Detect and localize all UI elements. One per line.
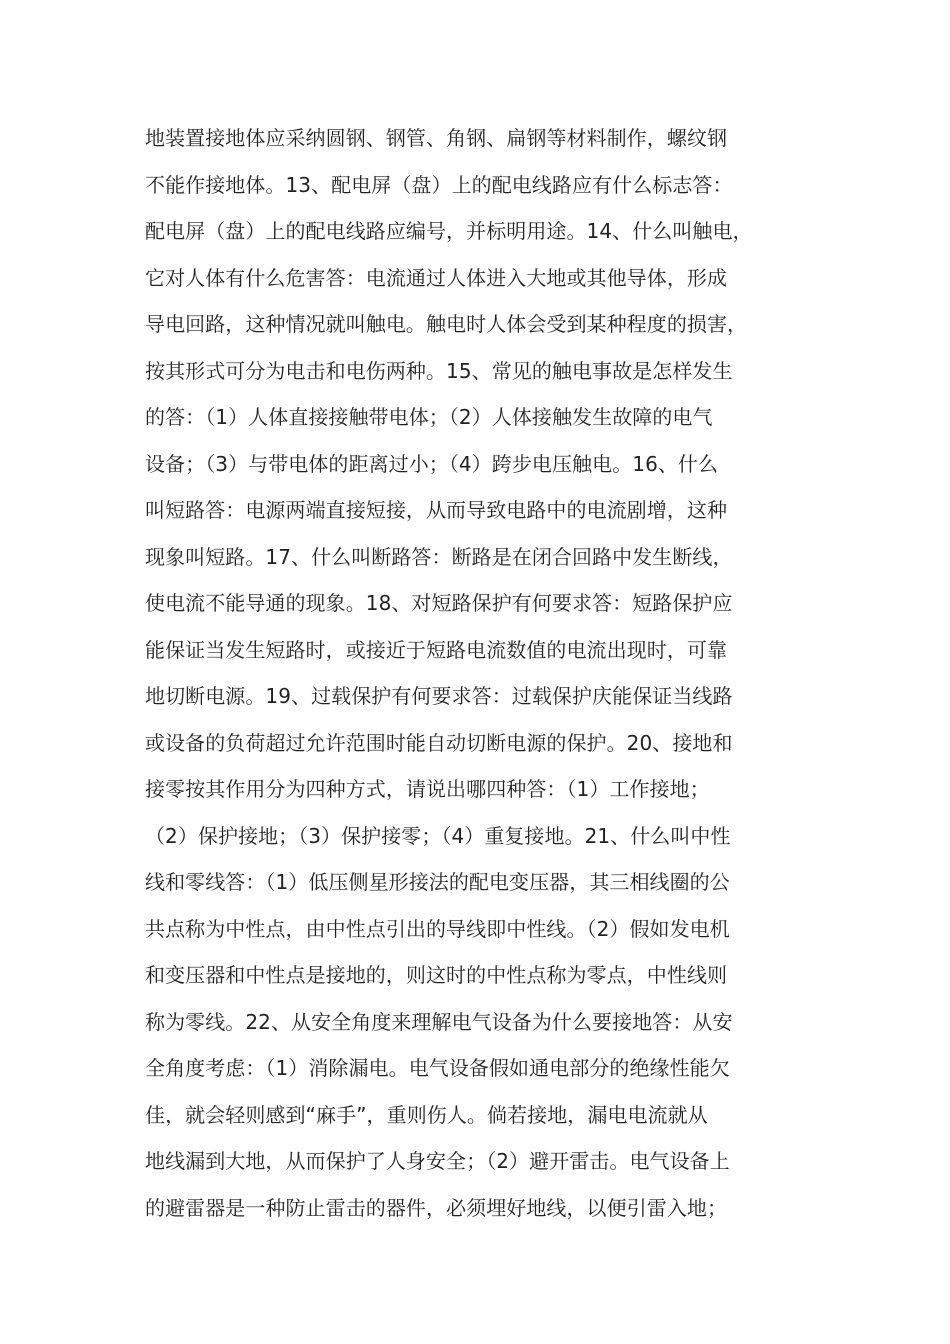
text-line: 按其形式可分为电击和电伤两种。15、常见的触电事故是怎样发生 bbox=[145, 358, 733, 383]
text-line: 它对人体有什么危害答：电流通过人体进入大地或其他导体，形成 bbox=[145, 265, 728, 290]
text-line: 配电屏（盘）上的配电线路应编号，并标明用途。14、什么叫触电， bbox=[145, 219, 753, 243]
text-line: 导电回路，这种情况就叫触电。触电时人体会受到某种程度的损害， bbox=[145, 312, 748, 336]
text-line: 地装置接地体应采纳圆钢、钢管、角钢、扁钢等材料制作，螺纹钢 bbox=[145, 126, 728, 150]
text-line: 地切断电源。19、过载保护有何要求答：过载保护庆能保证当线路 bbox=[145, 684, 733, 708]
text-line: （2）保护接地；（3）保护接零；（4）重复接地。21、什么叫中性 bbox=[145, 823, 731, 848]
text-line: 能保证当发生短路时，或接近于短路电流数值的电流出现时，可靠 bbox=[145, 637, 728, 662]
text-line: 或设备的负荷超过允许范围时能自动切断电源的保护。20、接地和 bbox=[145, 730, 733, 755]
text-line: 现象叫短路。17、什么叫断路答：断路是在闭合回路中发生断线， bbox=[145, 544, 733, 569]
text-line: 叫短路答：电源两端直接短接，从而导致电路中的电流剧增，这种 bbox=[145, 498, 728, 522]
text-line: 使电流不能导通的现象。18、对短路保护有何要求答：短路保护应 bbox=[145, 591, 733, 615]
text-line: 全角度考虑：（1）消除漏电。电气设备假如通电部分的绝缘性能欠 bbox=[145, 1056, 730, 1080]
text-line: 线和零线答：（1）低压侧星形接法的配电变压器，其三相线圈的公 bbox=[145, 870, 730, 894]
text-line: 接零按其作用分为四种方式，请说出哪四种答：（1）工作接地； bbox=[145, 777, 710, 801]
text-line: 和变压器和中性点是接地的，则这时的中性点称为零点，中性线则 bbox=[145, 963, 728, 987]
text-line: 共点称为中性点，由中性点引出的导线即中性线。（2）假如发电机 bbox=[145, 916, 730, 941]
text-line: 的避雷器是一种防止雷击的器件，必须埋好地线，以便引雷入地； bbox=[145, 1195, 728, 1220]
text-line: 地线漏到大地，从而保护了人身安全；（2）避开雷击。电气设备上 bbox=[145, 1149, 730, 1173]
text-line: 称为零线。22、从安全角度来理解电气设备为什么要接地答：从安 bbox=[145, 1009, 733, 1034]
body-text bbox=[145, 115, 815, 1231]
text-line: 设备；（3）与带电体的距离过小；（4）跨步电压触电。16、什么 bbox=[145, 451, 719, 476]
text-line: 的答：（1）人体直接接触带电体；（2）人体接触发生故障的电气 bbox=[145, 405, 713, 429]
text-line: 佳，就会轻则感到“麻手”，重则伤人。倘若接地，漏电电流就从 bbox=[145, 1102, 708, 1127]
text-line: 不能作接地体。13、配电屏（盘）上的配电线路应有什么标志答： bbox=[145, 172, 733, 197]
